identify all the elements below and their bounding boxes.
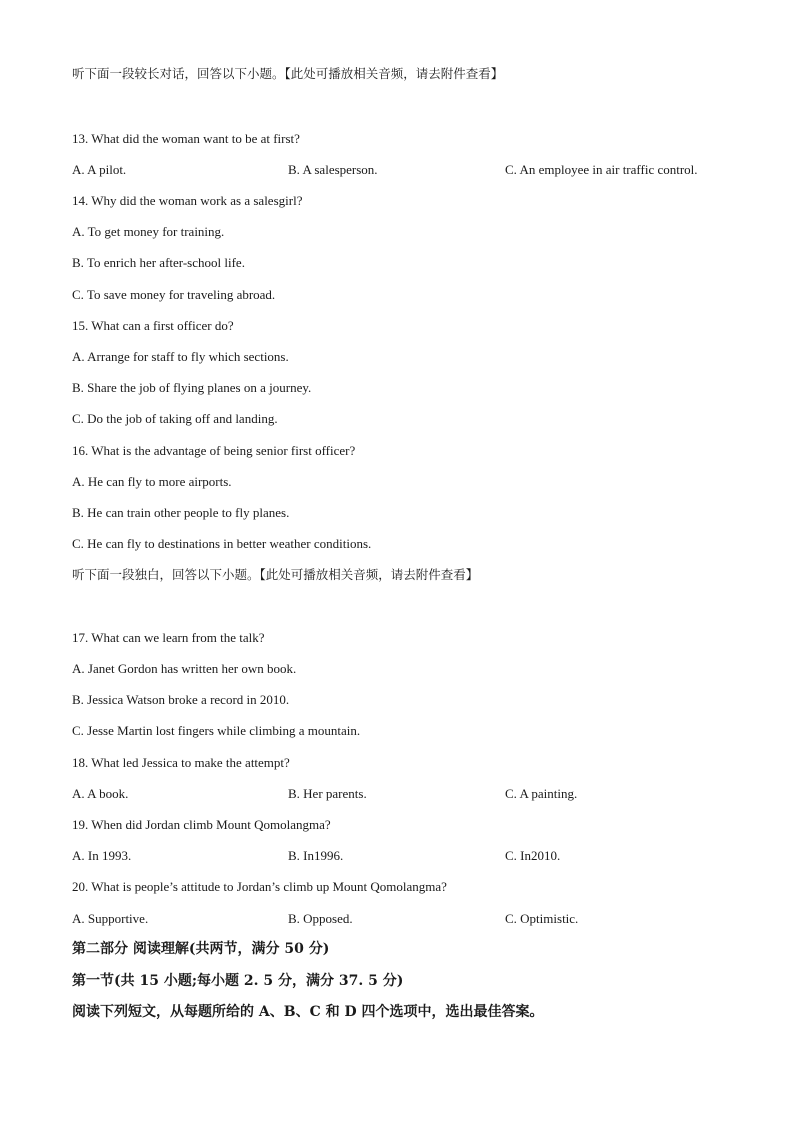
q19-option-c: C. In2010. (505, 848, 561, 863)
q15-option-b: B. Share the job of flying planes on a journey. (72, 380, 312, 395)
q18-option-c: C. A painting. (505, 786, 578, 801)
q18-option-a: A. A book. (72, 786, 129, 801)
q20-option-a: A. Supportive. (72, 911, 149, 926)
part2-section1-heading: 第一节(共 15 小题;每小题 2. 5 分，满分 37. 5 分) (72, 973, 404, 989)
q14-option-c: C. To save money for traveling abroad. (72, 287, 276, 302)
q13-option-a: A. A pilot. (72, 162, 127, 177)
q14-option-a: A. To get money for training. (72, 224, 225, 239)
q15-stem: 15. What can a first officer do? (72, 318, 234, 333)
q17-option-c: C. Jesse Martin lost fingers while climbing a mountain. (72, 723, 361, 738)
q15-option-a: A. Arrange for staff to fly which sections. (72, 349, 289, 364)
q19-option-a: A. In 1993. (72, 848, 132, 863)
q14-stem: 14. Why did the woman work as a salesgirl? (72, 193, 303, 208)
q20-stem: 20. What is people’s attitude to Jordan’s climb up Mount Qomolangma? (72, 879, 447, 894)
q16-option-a: A. He can fly to more airports. (72, 474, 232, 489)
q16-option-c: C. He can fly to destinations in better weather conditions. (72, 536, 372, 551)
q13-stem: 13. What did the woman want to be at first? (72, 131, 300, 146)
q13-option-b: B. A salesperson. (288, 162, 378, 177)
q17-option-b: B. Jessica Watson broke a record in 2010. (72, 692, 290, 707)
q18-stem: 18. What led Jessica to make the attempt? (72, 755, 290, 770)
q16-option-b: B. He can train other people to fly planes. (72, 505, 290, 520)
q17-option-a: A. Janet Gordon has written her own book. (72, 661, 297, 676)
part2-title: 第二部分 阅读理解(共两节，满分 50 分) (72, 941, 330, 957)
q17-stem: 17. What can we learn from the talk? (72, 630, 265, 645)
q18-option-b: B. Her parents. (288, 786, 367, 801)
q15-option-c: C. Do the job of taking off and landing. (72, 411, 278, 426)
q19-option-b: B. In1996. (288, 848, 344, 863)
q16-stem: 16. What is the advantage of being senior first officer? (72, 443, 356, 458)
section1-intro: 听下面一段较长对话，回答以下小题。【此处可播放相关音频，请去附件查看】 (72, 66, 504, 81)
part2-instruction: 阅读下列短文，从每题所给的 A、B、C 和 D 四个选项中，选出最佳答案。 (72, 1004, 544, 1020)
section2-intro: 听下面一段独白，回答以下小题。【此处可播放相关音频，请去附件查看】 (72, 567, 479, 582)
q20-option-c: C. Optimistic. (505, 911, 579, 926)
q19-stem: 19. When did Jordan climb Mount Qomolangma? (72, 817, 331, 832)
q20-option-b: B. Opposed. (288, 911, 353, 926)
q14-option-b: B. To enrich her after-school life. (72, 255, 245, 270)
q13-option-c: C. An employee in air traffic control. (505, 162, 698, 177)
